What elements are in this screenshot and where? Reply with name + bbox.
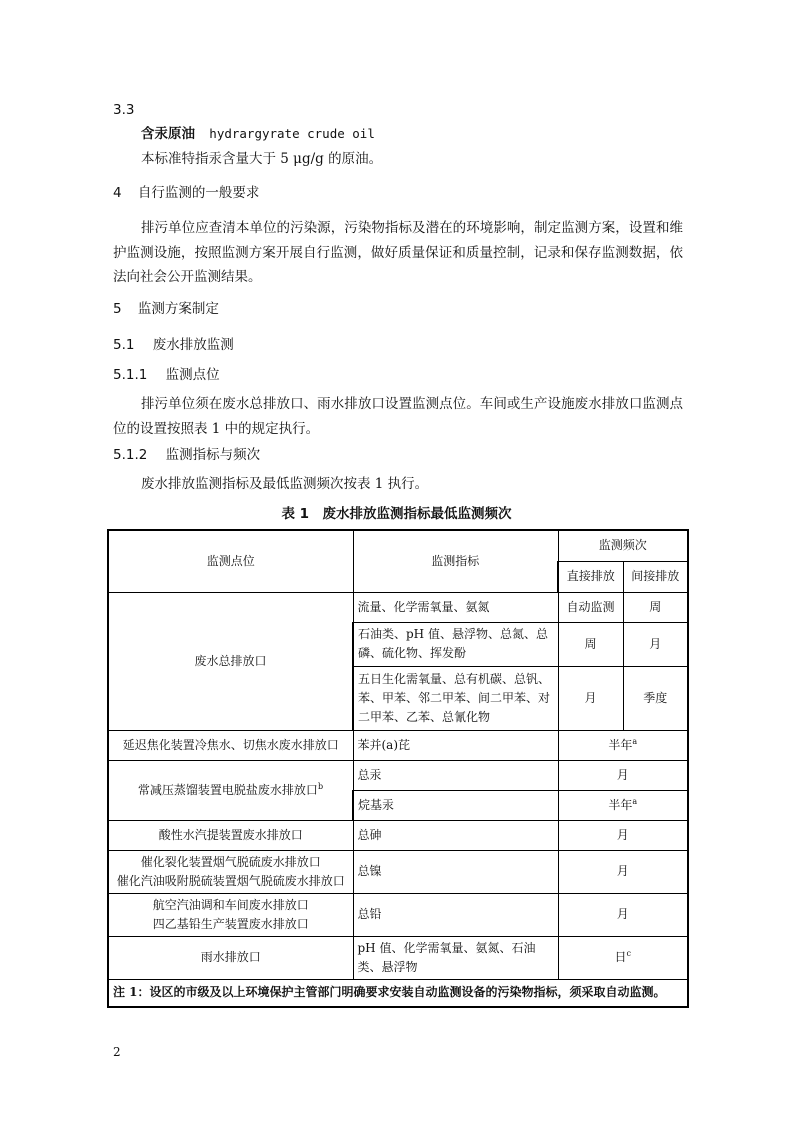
cell-frequency: [558, 936, 688, 979]
section-number: 5.1: [113, 337, 135, 353]
section-5-1-1-heading: [113, 366, 220, 384]
cell-indicator: 总砷: [353, 820, 558, 850]
section-5-heading: [113, 300, 219, 318]
point-label: 常减压蒸馏装置电脱盐废水排放口: [137, 782, 318, 797]
footnote-mark: a: [632, 736, 638, 746]
page-number: 2: [113, 1045, 121, 1059]
point-label: 航空汽油调和车间废水排放口: [152, 897, 309, 912]
section-number: 5: [113, 301, 122, 317]
point-label: 催化汽油吸附脱硫装置烟气脱硫废水排放口: [116, 873, 345, 888]
table-caption: 表 1 废水排放监测指标最低监测频次: [281, 506, 512, 522]
cell-indirect: 周: [623, 592, 688, 622]
section-5-1-heading: [113, 336, 234, 354]
section-title: 自行监测的一般要求: [137, 185, 260, 201]
footnote-mark: b: [317, 781, 324, 791]
cell-point: [108, 893, 353, 936]
point-label: 催化裂化装置烟气脱硫废水排放口: [140, 854, 321, 869]
cell-point: 废水总排放口: [108, 592, 353, 730]
term-entry: [141, 125, 375, 143]
cell-direct: 月: [558, 666, 623, 730]
cell-indicator: 苯并(a)芘: [353, 730, 558, 760]
section-4-heading: [113, 184, 259, 202]
frequency-value: 日: [614, 950, 627, 964]
term-chinese: 含汞原油: [141, 126, 195, 142]
cell-frequency: 月: [558, 850, 688, 893]
cell-frequency: [558, 790, 688, 820]
table-row: [108, 592, 688, 622]
table-row: [108, 936, 688, 979]
cell-frequency: 月: [558, 820, 688, 850]
section-4-paragraph: 排污单位应查清本单位的污染源，污染物指标及潜在的环境影响，制定监测方案，设置和维护监测设施，按照监测方案开展自行监测，做好质量保证和质量控制，记录和保存监测数据，依法向社会公开监测结果。: [113, 220, 683, 285]
section-5-1-2-paragraph: 废水排放监测指标及最低监测频次按表 1 执行。: [141, 476, 429, 492]
section-number: 5.1.2: [113, 447, 148, 463]
section-title: 监测指标与频次: [165, 447, 261, 463]
cell-indicator: 烷基汞: [353, 790, 558, 820]
cell-point: 酸性水汽提装置废水排放口: [108, 820, 353, 850]
cell-indirect: 月: [623, 622, 688, 666]
section-number: 3.3: [113, 102, 135, 118]
table-row: [108, 820, 688, 850]
cell-frequency: 月: [558, 893, 688, 936]
point-label: 四乙基铅生产装置废水排放口: [152, 916, 309, 931]
cell-indicator: 总汞: [353, 760, 558, 790]
term-definition: 本标准特指汞含量大于 5 μg/g 的原油。: [141, 151, 383, 167]
cell-direct: 自动监测: [558, 592, 623, 622]
table-row: [108, 893, 688, 936]
cell-indicator: 五日生化需氧量、总有机碳、总钒、苯、甲苯、邻二甲苯、间二甲苯、对二甲苯、乙苯、总氰化物: [353, 666, 558, 730]
term-english: hydrargyrate crude oil: [209, 126, 375, 141]
table-note: 注 1：设区的市级及以上环境保护主管部门明确要求安装自动监测设备的污染物指标，须采取自动监测。: [108, 979, 688, 1007]
monitoring-table: [107, 529, 689, 1008]
section-number: 5.1.1: [113, 367, 148, 383]
cell-point: [108, 850, 353, 893]
section-title: 废水排放监测: [152, 337, 234, 353]
cell-direct: 周: [558, 622, 623, 666]
cell-indicator: 流量、化学需氧量、氨氮: [353, 592, 558, 622]
cell-point: [108, 760, 353, 820]
frequency-value: 半年: [608, 797, 633, 812]
header-indicator: 监测指标: [353, 530, 558, 592]
cell-point: 延迟焦化装置冷焦水、切焦水废水排放口: [108, 730, 353, 760]
table-row: [108, 850, 688, 893]
section-title: 监测方案制定: [137, 301, 219, 317]
table-row: [108, 760, 688, 790]
cell-indirect: 季度: [623, 666, 688, 730]
cell-indicator: 总镍: [353, 850, 558, 893]
cell-point: 雨水排放口: [108, 936, 353, 979]
header-point: 监测点位: [108, 530, 353, 592]
section-5-1-1-paragraph: 排污单位须在废水总排放口、雨水排放口设置监测点位。车间或生产设施废水排放口监测点位的设置按照表 1 中的规定执行。: [113, 396, 683, 437]
footnote-mark: c: [626, 949, 631, 958]
header-indirect: 间接排放: [623, 561, 688, 592]
cell-indicator: 石油类、pH 值、悬浮物、总氮、总磷、硫化物、挥发酚: [353, 622, 558, 666]
table-row: [108, 730, 688, 760]
table-note-row: [108, 979, 688, 1007]
header-frequency: 监测频次: [558, 530, 688, 561]
table-header-row: [108, 530, 688, 561]
footnote-mark: a: [632, 796, 638, 806]
frequency-value: 半年: [608, 737, 633, 752]
section-title: 监测点位: [165, 367, 220, 383]
section-number: 4: [113, 185, 122, 201]
cell-frequency: [558, 730, 688, 760]
cell-frequency: 月: [558, 760, 688, 790]
section-3-3-number: [113, 101, 134, 119]
cell-indicator: pH 值、化学需氧量、氨氮、石油类、悬浮物: [353, 936, 558, 979]
section-5-1-2-heading: [113, 446, 260, 464]
header-direct: 直接排放: [558, 561, 623, 592]
cell-indicator: 总铅: [353, 893, 558, 936]
